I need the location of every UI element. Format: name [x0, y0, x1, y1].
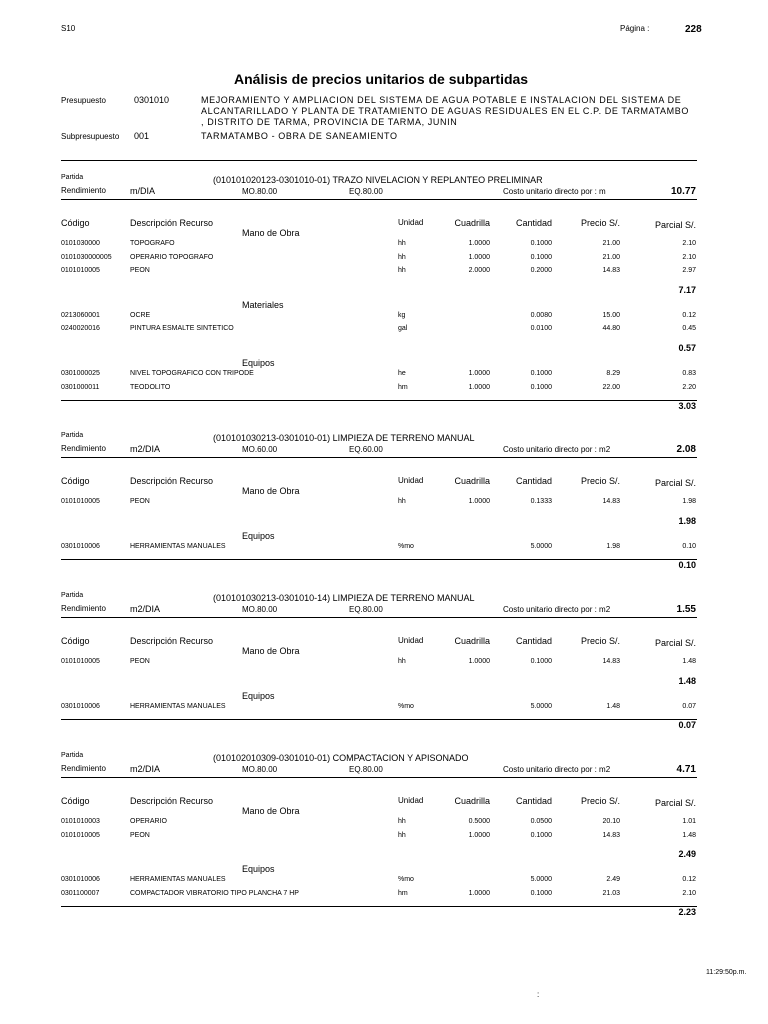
cell-unidad: hh: [398, 253, 406, 261]
costo-unitario-label: Costo unitario directo por : m2: [503, 445, 611, 454]
cell-cantidad: 0.1000: [530, 253, 552, 261]
partida-label: Partida: [61, 752, 84, 759]
table-row: [0, 267, 768, 278]
cell-cantidad: 0.1000: [530, 240, 552, 247]
partida-title: (010101020123-0301010-01) TRAZO NIVELACION Y REPLANTEO PRELIMINAR: [213, 175, 543, 185]
group-total: 7.17: [678, 284, 696, 295]
cell-cuadrilla: 1.0000: [468, 889, 490, 897]
col-header-parcial: Parcial S/.: [654, 798, 696, 808]
cell-unidad: hh: [398, 658, 406, 665]
page-number: 228: [685, 24, 702, 35]
cell-codigo: 0301010006: [61, 876, 100, 884]
col-header-cuadrilla: Cuadrilla: [454, 218, 490, 228]
page-label: Página :: [620, 24, 650, 33]
partida-label: Partida: [61, 432, 84, 439]
partida-divider: [61, 617, 697, 618]
cell-cantidad: 5.0000: [530, 542, 552, 550]
group-divider: [61, 906, 697, 907]
cell-descripcion: TOPOGRAFO: [130, 240, 175, 247]
rendimiento-label: Rendimiento: [61, 444, 106, 453]
table-row: [0, 384, 768, 395]
cell-descripcion: PEON: [130, 831, 150, 839]
cell-cuadrilla: 2.0000: [468, 267, 490, 275]
cell-parcial: 2.10: [682, 253, 696, 261]
rendimiento-unit: m2/DIA: [130, 764, 161, 774]
group-divider: [61, 400, 697, 401]
rendimiento-label: Rendimiento: [61, 186, 106, 195]
cell-unidad: hh: [398, 240, 406, 247]
cell-unidad: hh: [398, 498, 406, 505]
group-name: Materiales: [242, 299, 284, 310]
cell-parcial: 1.48: [682, 831, 696, 839]
partida-block: [0, 432, 768, 571]
cell-cantidad: 0.1000: [530, 889, 552, 897]
group-name: Equipos: [242, 358, 275, 368]
partida-title: (010102010309-0301010-01) COMPACTACION Y APISONADO: [213, 753, 469, 763]
cell-parcial: 1.48: [682, 658, 696, 665]
col-header-precio: Precio S/.: [580, 796, 620, 806]
group-name: Mano de Obra: [242, 646, 300, 656]
rendimiento-mo: MO.80.00: [242, 187, 278, 196]
col-header-descripcion: Descripción Recurso: [130, 796, 214, 806]
col-header-precio: Precio S/.: [580, 476, 620, 486]
col-header-codigo: Código: [61, 796, 90, 806]
cell-cantidad: 0.0080: [530, 311, 552, 319]
costo-unitario-label: Costo unitario directo por : m2: [503, 605, 611, 614]
cell-precio: 14.83: [602, 831, 620, 839]
cell-codigo: 0101010005: [61, 658, 100, 665]
cell-descripcion: PEON: [130, 498, 150, 505]
cell-descripcion: COMPACTADOR VIBRATORIO TIPO PLANCHA 7 HP: [130, 889, 299, 897]
costo-unitario-value: 4.71: [676, 764, 696, 775]
system-label: S10: [61, 24, 76, 33]
cell-unidad: %mo: [398, 702, 414, 710]
cell-cantidad: 0.1333: [530, 498, 552, 505]
footer-time: 11:29:50p.m.: [706, 969, 747, 976]
cell-cantidad: 0.0500: [530, 818, 552, 825]
group-divider: [61, 719, 697, 720]
cell-unidad: hh: [398, 267, 406, 275]
col-header-cuadrilla: Cuadrilla: [454, 636, 490, 646]
cell-cantidad: 0.1000: [530, 370, 552, 377]
col-header-codigo: Código: [61, 218, 90, 228]
partida-divider: [61, 199, 697, 200]
rendimiento-mo: MO.80.00: [242, 765, 278, 774]
subpresupuesto-code: 001: [134, 131, 150, 141]
cell-parcial: 0.12: [682, 876, 696, 884]
subpresupuesto-description: TARMATAMBO - OBRA DE SANEAMIENTO: [201, 131, 398, 141]
cell-precio: 21.00: [602, 240, 620, 247]
cell-parcial: 2.97: [682, 267, 696, 275]
cell-cantidad: 5.0000: [530, 702, 552, 710]
group-total: 0.07: [678, 720, 696, 731]
col-header-cantidad: Cantidad: [515, 218, 552, 228]
cell-parcial: 2.10: [682, 889, 696, 897]
col-header-codigo: Código: [61, 476, 90, 486]
cell-cuadrilla: 1.0000: [468, 498, 490, 505]
cell-cuadrilla: 1.0000: [468, 240, 490, 247]
partida-title: (010101030213-0301010-01) LIMPIEZA DE TERRENO MANUAL: [213, 433, 475, 443]
footer-mark: :: [537, 990, 540, 999]
table-row: [0, 370, 768, 381]
rendimiento-unit: m/DIA: [130, 186, 156, 196]
costo-unitario-value: 10.77: [670, 186, 696, 197]
rendimiento-eq: EQ.60.00: [349, 445, 383, 454]
col-header-parcial: Parcial S/.: [654, 638, 696, 648]
partida-title: (010101030213-0301010-14) LIMPIEZA DE TERRENO MANUAL: [213, 593, 475, 603]
group-divider: [61, 559, 697, 560]
cell-parcial: 0.10: [682, 542, 696, 550]
table-row: [0, 818, 768, 829]
cell-precio: 15.00: [602, 311, 620, 319]
cell-descripcion: OPERARIO TOPOGRAFO: [130, 253, 214, 261]
cell-cantidad: 0.2000: [530, 267, 552, 275]
group-total: 3.03: [678, 401, 696, 412]
cell-cuadrilla: 1.0000: [468, 658, 490, 665]
cell-precio: 8.29: [606, 370, 620, 377]
cell-descripcion: HERRAMIENTAS MANUALES: [130, 542, 226, 550]
cell-precio: 2.49: [606, 876, 620, 884]
cell-precio: 22.00: [602, 383, 620, 391]
cell-descripcion: OCRE: [130, 311, 151, 319]
partida-label: Partida: [61, 592, 84, 599]
cell-descripcion: PINTURA ESMALTE SINTETICO: [130, 325, 234, 333]
rendimiento-eq: EQ.80.00: [349, 605, 383, 614]
group-name: Equipos: [242, 530, 275, 541]
col-header-cantidad: Cantidad: [515, 476, 552, 486]
costo-unitario-label: Costo unitario directo por : m2: [503, 765, 611, 774]
col-header-parcial: Parcial S/.: [654, 220, 696, 230]
cell-cuadrilla: 1.0000: [468, 383, 490, 391]
col-header-precio: Precio S/.: [580, 636, 620, 646]
cell-unidad: he: [398, 370, 406, 377]
cell-unidad: hh: [398, 818, 406, 825]
costo-unitario-label: Costo unitario directo por : m: [503, 187, 606, 196]
cell-descripcion: HERRAMIENTAS MANUALES: [130, 876, 226, 884]
cell-precio: 1.48: [606, 702, 620, 710]
cell-descripcion: OPERARIO: [130, 818, 167, 825]
rendimiento-mo: MO.60.00: [242, 445, 278, 454]
group-total: 2.49: [678, 849, 696, 860]
cell-precio: 21.00: [602, 253, 620, 261]
cell-cuadrilla: 1.0000: [468, 253, 490, 261]
col-header-precio: Precio S/.: [580, 218, 620, 228]
cell-codigo: 0301000011: [61, 383, 100, 391]
col-header-cantidad: Cantidad: [515, 796, 552, 806]
group-total: 2.23: [678, 907, 696, 918]
col-header-parcial: Parcial S/.: [654, 478, 696, 488]
cell-precio: 21.03: [602, 889, 620, 897]
cell-descripcion: TEODOLITO: [130, 383, 171, 391]
rendimiento-unit: m2/DIA: [130, 604, 161, 614]
cell-unidad: %mo: [398, 542, 414, 550]
table-row: [0, 876, 768, 887]
page-title: Análisis de precios unitarios de subpartidas: [234, 71, 529, 87]
subpresupuesto-label: Subpresupuesto: [61, 132, 120, 141]
cell-cuadrilla: 1.0000: [468, 831, 490, 839]
rendimiento-label: Rendimiento: [61, 604, 106, 613]
table-row: [0, 312, 768, 323]
cell-unidad: hm: [398, 383, 408, 391]
cell-parcial: 0.83: [682, 370, 696, 377]
cell-descripcion: HERRAMIENTAS MANUALES: [130, 702, 226, 710]
table-row: [0, 703, 768, 714]
cell-codigo: 0101010005: [61, 498, 100, 505]
group-name: Mano de Obra: [242, 806, 300, 816]
cell-cuadrilla: 1.0000: [468, 370, 490, 377]
rendimiento-eq: EQ.80.00: [349, 765, 383, 774]
col-header-codigo: Código: [61, 636, 90, 646]
partida-divider: [61, 457, 697, 458]
cell-unidad: hm: [398, 889, 408, 897]
header-divider: [61, 160, 697, 161]
cell-unidad: kg: [398, 311, 406, 319]
costo-unitario-value: 1.55: [676, 604, 696, 615]
cell-codigo: 0301100007: [61, 889, 100, 897]
col-header-cuadrilla: Cuadrilla: [454, 796, 490, 806]
cell-codigo: 0101010005: [61, 267, 100, 275]
col-header-cuadrilla: Cuadrilla: [454, 476, 490, 486]
cell-cantidad: 0.1000: [530, 658, 552, 665]
cell-cuadrilla: 0.5000: [468, 818, 490, 825]
cell-codigo: 0301010006: [61, 542, 100, 550]
table-row: [0, 240, 768, 251]
col-header-unidad: Unidad: [398, 476, 424, 485]
cell-descripcion: PEON: [130, 658, 150, 665]
cell-parcial: 0.45: [682, 325, 696, 333]
table-row: [0, 498, 768, 509]
cell-cantidad: 0.1000: [530, 383, 552, 391]
group-name: Mano de Obra: [242, 486, 300, 496]
group-total: 1.98: [678, 515, 696, 526]
table-row: [0, 325, 768, 336]
cell-codigo: 0101010005: [61, 831, 100, 839]
cell-precio: 14.83: [602, 498, 620, 505]
cell-cantidad: 0.0100: [530, 325, 552, 333]
rendimiento-unit: m2/DIA: [130, 444, 161, 454]
group-name: Equipos: [242, 864, 275, 875]
costo-unitario-value: 2.08: [676, 444, 696, 455]
partida-label: Partida: [61, 174, 84, 181]
table-row: [0, 254, 768, 265]
cell-codigo: 0301000025: [61, 370, 100, 377]
partida-divider: [61, 777, 697, 778]
table-row: [0, 658, 768, 669]
col-header-descripcion: Descripción Recurso: [130, 636, 214, 646]
cell-cantidad: 5.0000: [530, 876, 552, 884]
table-row: [0, 543, 768, 554]
cell-codigo: 0101030000005: [61, 253, 112, 261]
col-header-descripcion: Descripción Recurso: [130, 218, 214, 228]
cell-codigo: 0101030000: [61, 240, 100, 247]
cell-parcial: 1.01: [682, 818, 696, 825]
cell-unidad: gal: [398, 325, 408, 333]
cell-parcial: 2.20: [682, 383, 696, 391]
cell-unidad: %mo: [398, 876, 414, 884]
cell-parcial: 1.98: [682, 498, 696, 505]
group-name: Equipos: [242, 690, 275, 701]
cell-descripcion: PEON: [130, 267, 150, 275]
group-total: 0.57: [678, 343, 696, 353]
partida-block: [0, 752, 768, 918]
cell-codigo: 0101010003: [61, 818, 100, 825]
cell-parcial: 2.10: [682, 240, 696, 247]
rendimiento-eq: EQ.80.00: [349, 187, 383, 196]
group-total: 1.48: [678, 675, 696, 686]
group-name: Mano de Obra: [242, 228, 300, 238]
cell-codigo: 0213060001: [61, 311, 100, 319]
col-header-descripcion: Descripción Recurso: [130, 476, 214, 486]
partida-block: [0, 174, 768, 412]
cell-precio: 20.10: [602, 818, 620, 825]
presupuesto-code: 0301010: [134, 95, 170, 105]
table-row: [0, 890, 768, 901]
group-total: 0.10: [678, 560, 696, 571]
cell-unidad: hh: [398, 831, 406, 839]
cell-descripcion: NIVEL TOPOGRAFICO CON TRIPODE: [130, 370, 254, 377]
presupuesto-description: MEJORAMIENTO Y AMPLIACION DEL SISTEMA DE AGUA POTABLE E INSTALACION DEL SISTEMA DE ALCANTARILLADO Y PLANTA DE TRATAMIENTO DE AGUAS RESIDUALES EN EL C.P. DE TARMATAMBO , DISTRITO DE TARMA, PROVINCIA DE TARMA, JUNIN: [201, 95, 689, 127]
cell-cantidad: 0.1000: [530, 831, 552, 839]
cell-precio: 14.83: [602, 658, 620, 665]
cell-precio: 14.83: [602, 267, 620, 275]
col-header-unidad: Unidad: [398, 218, 424, 227]
partida-block: [0, 592, 768, 731]
cell-precio: 44.80: [602, 325, 620, 333]
col-header-cantidad: Cantidad: [515, 636, 552, 646]
cell-codigo: 0301010006: [61, 702, 100, 710]
rendimiento-mo: MO.80.00: [242, 605, 278, 614]
table-row: [0, 832, 768, 843]
col-header-unidad: Unidad: [398, 796, 424, 805]
cell-parcial: 0.07: [682, 702, 696, 710]
col-header-unidad: Unidad: [398, 636, 424, 645]
rendimiento-label: Rendimiento: [61, 764, 106, 773]
cell-precio: 1.98: [606, 542, 620, 550]
presupuesto-label: Presupuesto: [61, 96, 106, 105]
cell-codigo: 0240020016: [61, 325, 100, 333]
cell-parcial: 0.12: [682, 311, 696, 319]
